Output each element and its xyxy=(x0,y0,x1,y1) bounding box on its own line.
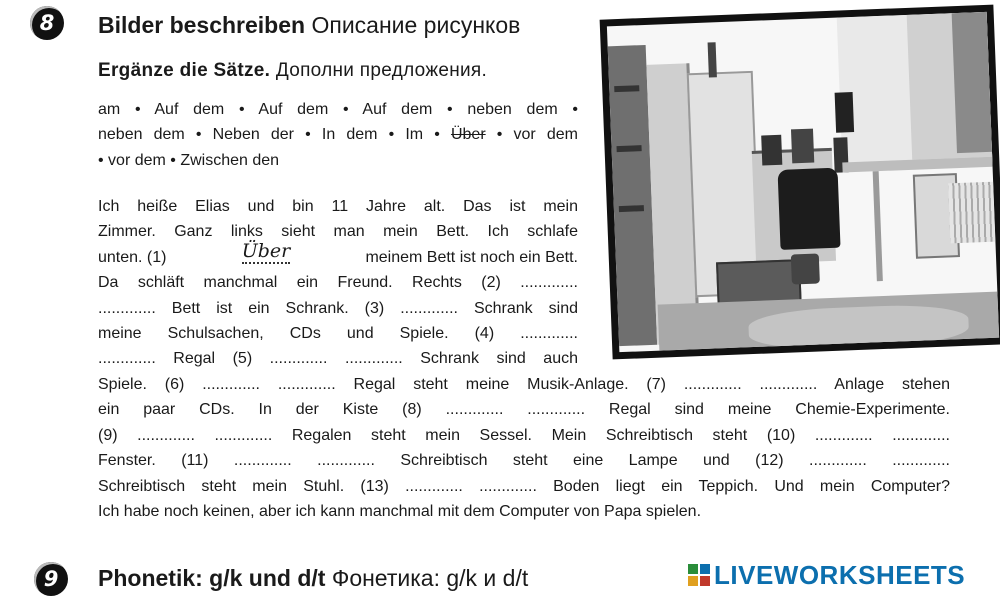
text-line: Spiele. (6) ............. ............. Regal steht meine Musik-Anlage. (7) ............. ............. Anlage stehen xyxy=(98,376,950,393)
text-line: meine Schulsachen, CDs und Spiele. (4) ............. xyxy=(98,324,578,342)
title-russian: Фонетика: g/k и d/t xyxy=(331,565,529,591)
text-line: Ich heiße Elias und bin 11 Jahre alt. Das ist mein xyxy=(98,198,578,215)
exercise-title xyxy=(98,12,520,39)
text-line: ............. Bett ist ein Schrank. (3) ............. Schrank sind xyxy=(98,299,578,317)
title-german: Bilder beschreiben xyxy=(98,12,306,38)
word-bank xyxy=(98,97,578,173)
exercise-number: 8 xyxy=(39,11,55,35)
text-line: unten. (1) Über meinem Bett ist noch ein Bett. xyxy=(98,239,578,266)
liveworksheets-logo xyxy=(688,560,965,590)
word-bank-line: am • Auf dem • Auf dem • Auf dem • neben dem • xyxy=(98,101,578,118)
text-line: Zimmer. Ganz links sieht man mein Bett. Ich schlafe xyxy=(98,223,578,241)
story-text-wide xyxy=(98,372,950,524)
filled-answer[interactable]: Über xyxy=(242,239,291,264)
instruction xyxy=(98,60,487,82)
exercise-title xyxy=(98,565,528,592)
title-russian: Описание рисунков xyxy=(311,12,521,38)
instruction-german: Ergänze die Sätze. xyxy=(98,60,271,81)
room-photo xyxy=(600,5,1000,360)
exercise-number: 9 xyxy=(43,567,59,591)
text-line: Fenster. (11) ............. ............. Schreibtisch steht eine Lampe und (12) ............. ............. xyxy=(98,452,950,470)
instruction-russian: Дополни предложения. xyxy=(275,60,488,81)
text-line: Ich habe noch keinen, aber ich kann manchmal mit dem Computer von Papa spielen. xyxy=(98,502,702,520)
word-bank-line: • vor dem • Zwischen den xyxy=(98,151,280,169)
text-line: Schreibtisch steht mein Stuhl. (13) ............. ............. Boden liegt ein Teppich. Und mein Computer? xyxy=(98,477,950,495)
text-line: (9) ............. ............. Regalen steht mein Sessel. Mein Schreibtisch steht (10) ............. ............. xyxy=(98,426,950,444)
exercise-number-badge xyxy=(30,6,64,40)
crossed-word: Über xyxy=(450,126,486,144)
logo-icon xyxy=(688,564,710,586)
exercise-number-badge xyxy=(34,562,68,596)
text-line: Da schläft manchmal ein Freund. Rechts (2) ............. xyxy=(98,274,578,292)
title-german: Phonetik: g/k und d/t xyxy=(98,565,326,591)
logo-text: LIVEWORKSHEETS xyxy=(714,559,966,590)
text-line: ein paar CDs. In der Kiste (8) ............. ............. Regal sind meine Chemie-Experimente. xyxy=(98,401,950,419)
text-line: ............. Regal (5) ............. ............. Schrank sind auch xyxy=(98,350,578,368)
word-bank-line: neben dem • Neben der • In dem • Im • Über • vor dem xyxy=(98,126,578,144)
story-text-column xyxy=(98,194,578,372)
